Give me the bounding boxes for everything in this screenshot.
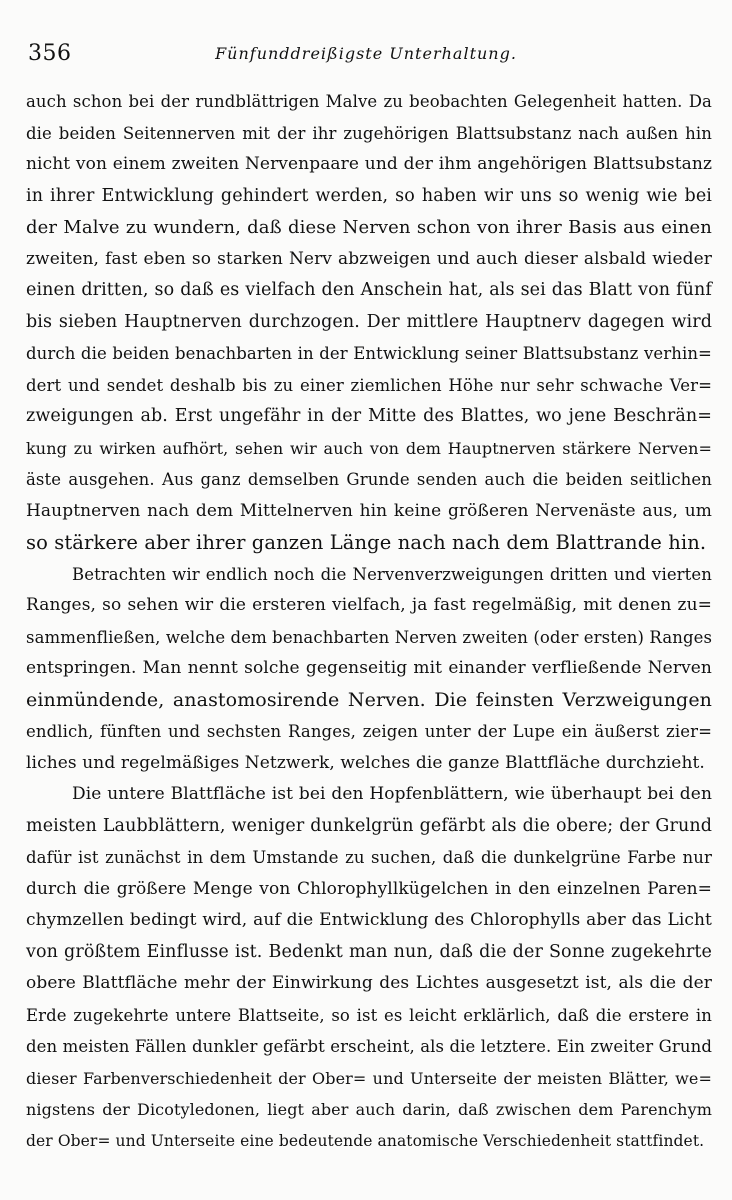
- text-line: entspringen. Man nennt solche gegenseitig mit einander verfließende Nerven: [26, 658, 712, 678]
- text-line: chymzellen bedingt wird, auf die Entwicklung des Chlorophylls aber das Licht: [26, 910, 712, 930]
- body-text: [26, 86, 712, 1157]
- text-line: dert und sendet deshalb bis zu einer ziemlichen Höhe nur sehr schwache Ver=: [26, 375, 712, 395]
- text-line: Die untere Blattfläche ist bei den Hopfenblättern, wie überhaupt bei den: [72, 784, 712, 804]
- text-line: zweigungen ab. Erst ungefähr in der Mitte des Blattes, wo jene Beschrän=: [26, 406, 712, 426]
- text-line: einmündende, anastomosirende Nerven. Die feinsten Verzweigungen: [26, 688, 712, 711]
- text-line: nigstens der Dicotyledonen, liegt aber auch darin, daß zwischen dem Parenchym: [26, 1100, 712, 1119]
- text-line: so stärkere aber ihrer ganzen Länge nach nach dem Blattrande hin.: [26, 531, 707, 554]
- text-line: in ihrer Entwicklung gehindert werden, so haben wir uns so wenig wie bei: [26, 185, 712, 206]
- text-line: zweiten, fast eben so starken Nerv abzweigen und auch dieser alsbald wieder: [26, 248, 712, 269]
- text-line: den meisten Fällen dunkler gefärbt erscheint, als die letztere. Ein zweiter Grund: [26, 1037, 712, 1056]
- text-line: der Ober= und Unterseite eine bedeutende anatomische Verschiedenheit stattfindet.: [26, 1131, 705, 1150]
- paragraph-1: [26, 86, 712, 559]
- running-head: Fünfunddreißigste Unterhaltung.: [215, 44, 517, 63]
- text-line: nicht von einem zweiten Nervenpaare und der ihm angehörigen Blattsubstanz: [26, 154, 712, 174]
- text-line: einen dritten, so daß es vielfach den Anschein hat, als sei das Blatt von fünf: [26, 280, 712, 300]
- text-line: sammenfließen, welche dem benachbarten Nerven zweiten (oder ersten) Ranges: [26, 627, 713, 647]
- text-line: Hauptnerven nach dem Mittelnerven hin keine größeren Nervenäste aus, um: [26, 500, 712, 521]
- text-line: dieser Farbenverschiedenheit der Ober= und Unterseite der meisten Blätter, we=: [26, 1068, 712, 1088]
- text-line: dafür ist zunächst in dem Umstande zu suchen, daß die dunkelgrüne Farbe nur: [26, 848, 712, 867]
- text-line: von größtem Einflusse ist. Bedenkt man nun, daß die der Sonne zugekehrte: [26, 941, 712, 962]
- text-line: durch die größere Menge von Chlorophyllkügelchen in den einzelnen Paren=: [26, 878, 712, 899]
- text-line: Erde zugekehrte untere Blattseite, so ist es leicht erklärlich, daß die erstere in: [26, 1005, 712, 1025]
- text-line: meisten Laubblättern, weniger dunkelgrün gefärbt als die obere; der Grund: [26, 815, 712, 836]
- text-line: obere Blattfläche mehr der Einwirkung des Lichtes ausgesetzt ist, als die der: [26, 973, 712, 993]
- text-line: der Malve zu wundern, daß diese Nerven schon von ihrer Basis aus einen: [26, 217, 712, 238]
- text-line: endlich, fünften und sechsten Ranges, zeigen unter der Lupe ein äußerst zier=: [26, 722, 712, 741]
- text-line: Betrachten wir endlich noch die Nervenverzweigungen dritten und vierten: [72, 564, 712, 584]
- paragraph-2: [26, 559, 712, 780]
- text-line: bis sieben Hauptnerven durchzogen. Der mittlere Hauptnerv dagegen wird: [26, 311, 712, 332]
- text-line: liches und regelmäßiges Netzwerk, welches die ganze Blattfläche durchzieht.: [26, 752, 705, 773]
- text-line: Ranges, so sehen wir die ersteren vielfach, ja fast regelmäßig, mit denen zu=: [26, 595, 712, 615]
- text-line: kung zu wirken aufhört, sehen wir auch von dem Hauptnerven stärkere Nerven=: [26, 438, 712, 458]
- text-line: durch die beiden benachbarten in der Entwicklung seiner Blattsubstanz verhin=: [26, 344, 712, 363]
- text-line: äste ausgehen. Aus ganz demselben Grunde senden auch die beiden seitlichen: [26, 470, 712, 489]
- text-line: die beiden Seitennerven mit der ihr zugehörigen Blattsubstanz nach außen hin: [26, 123, 712, 143]
- page-number: 356: [28, 41, 72, 66]
- text-line: auch schon bei der rundblättrigen Malve zu beobachten Gelegenheit hatten. Da: [26, 92, 712, 111]
- paragraph-3: [26, 779, 712, 1157]
